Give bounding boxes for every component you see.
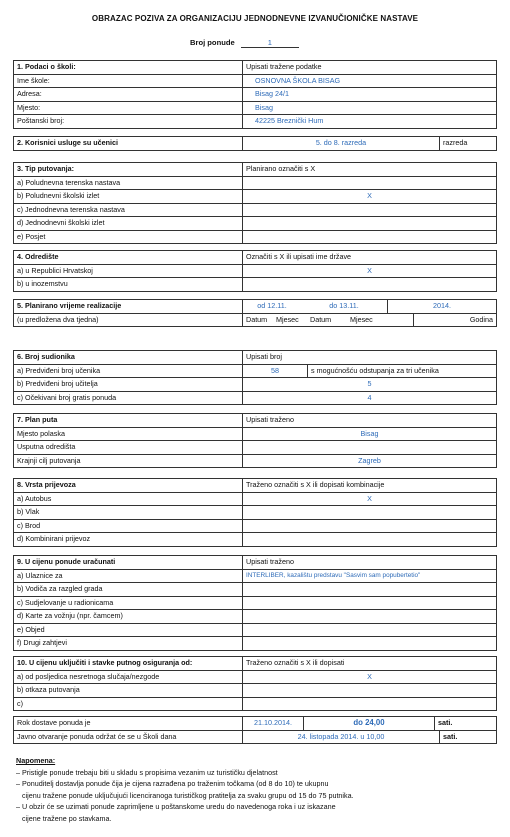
form-row (13, 440, 497, 454)
field-value[interactable] (242, 231, 497, 244)
section-header-row (13, 350, 497, 364)
field-value[interactable] (242, 698, 497, 711)
field-label: a) Ulaznice za (13, 570, 242, 583)
field-value[interactable] (242, 533, 497, 546)
form-row (13, 203, 497, 217)
section-header-row (13, 555, 497, 569)
field-value[interactable]: Zagreb (242, 455, 497, 468)
field-value[interactable] (242, 441, 497, 454)
form-row (13, 427, 497, 441)
field-value[interactable] (242, 217, 497, 230)
form-row (13, 730, 497, 745)
section-header-row (13, 656, 497, 670)
form-row (13, 716, 497, 730)
section-included-in-price (13, 555, 497, 651)
form-row (13, 569, 497, 583)
field-label: e) Posjet (13, 231, 242, 244)
field-label: Mjesto: (13, 102, 242, 115)
field-value[interactable] (242, 597, 497, 610)
field-label: Mjesto polaska (13, 428, 242, 441)
form-row (13, 114, 497, 129)
field-label: Krajnji cilj putovanja (13, 455, 242, 468)
section-participants (13, 350, 497, 405)
field-label: c) Brod (13, 520, 242, 533)
place-value[interactable]: Bisag (242, 102, 497, 115)
section-instruction: Upisati broj (242, 351, 497, 364)
section-instruction: Traženo označiti s X ili dopisati kombinacije (242, 479, 497, 492)
field-value[interactable]: X (242, 190, 497, 203)
note-line: – Pristigle ponude trebaju biti u skladu s propisima vezanim uz turističku djelatnost (16, 767, 278, 777)
section-instruction: Upisati tražene podatke (242, 61, 497, 74)
field-value[interactable] (242, 624, 497, 637)
form-row (13, 670, 497, 684)
field-label: b) Poludnevni školski izlet (13, 190, 242, 203)
deadline-label: Rok dostave ponuda je (13, 717, 242, 730)
field-label: Ime škole: (13, 75, 242, 88)
field-label: c) Očekivani broj gratis ponuda (13, 392, 242, 405)
field-label: a) Predviđeni broj učenika (13, 365, 242, 378)
form-row (13, 697, 497, 712)
form-row (13, 636, 497, 651)
col-label: Mjesec (350, 314, 373, 324)
field-label: Usputna odredišta (13, 441, 242, 454)
form-title: OBRAZAC POZIVA ZA ORGANIZACIJU JEDNODNEVNE IZVANUČIONIČKE NASTAVE (91, 14, 419, 23)
field-label: b) otkaza putovanja (13, 684, 242, 697)
form-row (13, 596, 497, 610)
field-value[interactable] (242, 637, 497, 650)
section-transport (13, 478, 497, 547)
form-row (13, 136, 497, 151)
field-label: a) u Republici Hrvatskoj (13, 265, 242, 278)
note-line: – U obzir će se uzimati ponude zaprimljene u poštanskome uredu do navedenoga roka i uz iskazane (16, 802, 336, 811)
field-label: d) Kombinirani prijevoz (13, 533, 242, 546)
section-header-row (13, 413, 497, 427)
section-title: 4. Odredište (13, 251, 242, 264)
field-value[interactable] (242, 583, 497, 596)
section-title: 2. Korisnici usluge su učenici (13, 137, 242, 150)
form-row (13, 454, 497, 469)
section-instruction: Označiti s X ili upisati ime države (242, 251, 497, 264)
section-instruction: Upisati traženo (242, 414, 497, 427)
form-row (13, 74, 497, 88)
to-date[interactable]: do 13.11. (329, 301, 359, 310)
field-label: c) Jednodnevna terenska nastava (13, 204, 242, 217)
form-row (13, 277, 497, 292)
address-value[interactable]: Bisag 24/1 (242, 88, 497, 101)
field-value[interactable] (242, 684, 497, 697)
section-route-plan (13, 413, 497, 468)
col-label: Mjesec (276, 314, 299, 324)
form-row (13, 377, 497, 391)
field-value[interactable]: Bisag (242, 428, 497, 441)
opening-value[interactable]: 24. listopada 2014. u 10,00 (242, 731, 439, 744)
form-row (13, 101, 497, 115)
field-value[interactable] (242, 278, 497, 291)
grades-unit: razreda (439, 137, 497, 150)
col-label: Datum (310, 314, 332, 324)
notes-block (16, 755, 354, 824)
section-instruction: Upisati traženo (242, 556, 497, 569)
section-trip-type (13, 162, 497, 244)
opening-unit: sati. (439, 731, 497, 744)
field-value[interactable] (242, 610, 497, 623)
note-line: – Ponuditelj dostavlja ponude čija je cijena razrađena po traženim točkama (od 8 do 10) te ukupnu (16, 779, 329, 788)
section-users (13, 136, 497, 151)
form-row (13, 609, 497, 623)
section-title: 6. Broj sudionika (13, 351, 242, 364)
field-value[interactable] (242, 520, 497, 533)
offer-number (190, 38, 299, 48)
col-label: Godina (413, 314, 497, 327)
section-header-row (13, 162, 497, 176)
field-label: f) Drugi zahtjevi (13, 637, 242, 650)
section-instruction: Traženo označiti s X ili dopisati (242, 657, 497, 670)
field-value[interactable]: 4 (242, 392, 497, 405)
deadline-time[interactable]: do 24,00 (303, 717, 434, 730)
field-label: c) Sudjelovanje u radionicama (13, 597, 242, 610)
section-title: 3. Tip putovanja: (13, 163, 242, 176)
section-header-row (13, 478, 497, 492)
field-value[interactable] (242, 204, 497, 217)
form-row (13, 492, 497, 506)
field-label: b) Vlak (13, 506, 242, 519)
section-destination (13, 250, 497, 292)
form-row (13, 189, 497, 203)
form-row (13, 391, 497, 406)
form-row (13, 623, 497, 637)
field-label: e) Objed (13, 624, 242, 637)
field-label: a) od posljedica nesretnoga slučaja/nezgode (13, 671, 242, 684)
postal-code-value[interactable]: 42225 Breznički Hum (242, 115, 497, 128)
field-label: b) Predviđeni broj učitelja (13, 378, 242, 391)
field-label: d) Jednodnevni školski izlet (13, 217, 242, 230)
form-row (13, 582, 497, 596)
section-title: 10. U cijenu uključiti i stavke putnog osiguranja od: (13, 657, 242, 670)
deadline-unit: sati. (434, 717, 497, 730)
form-row (13, 176, 497, 190)
field-value[interactable]: X (242, 493, 497, 506)
school-name-value[interactable]: OSNOVNA ŠKOLA BISAG (242, 75, 497, 88)
form-row (13, 313, 497, 328)
form-row (13, 264, 497, 278)
section-title: 7. Plan puta (13, 414, 242, 427)
section-title: 8. Vrsta prijevoza (13, 479, 242, 492)
section-header-row (13, 60, 497, 74)
form-row (13, 87, 497, 101)
field-value[interactable]: X (242, 671, 497, 684)
opening-label: Javno otvaranje ponuda održat će se u Školi dana (13, 731, 242, 744)
form-row (13, 364, 497, 378)
section-title: 1. Podaci o školi: (13, 61, 242, 74)
field-label: b) Vodiča za razgled grada (13, 583, 242, 596)
field-label: c) (13, 698, 242, 711)
field-label: Poštanski broj: (13, 115, 242, 128)
field-label: Adresa: (13, 88, 242, 101)
from-date[interactable]: od 12.11. (242, 300, 301, 313)
form-row (13, 216, 497, 230)
offer-label: Broj ponude (190, 38, 235, 47)
section-subtitle: (u predložena dva tjedna) (13, 314, 242, 327)
section-school-data (13, 60, 497, 129)
section-title: 5. Planirano vrijeme realizacije (13, 300, 242, 313)
students-count[interactable]: 58 (242, 365, 307, 378)
note-line: cijene tražene po stavkama. (16, 813, 112, 823)
field-label: d) Karte za vožnju (npr. čamcem) (13, 610, 242, 623)
section-header-row (13, 250, 497, 264)
section-timing (13, 299, 497, 327)
form-row (13, 683, 497, 697)
form-row (13, 532, 497, 547)
field-label: b) u inozemstvu (13, 278, 242, 291)
field-value[interactable] (242, 506, 497, 519)
tickets-value[interactable]: INTERLIBER, kazalištu predstavu "Sasvim sam popubertetio" (242, 570, 497, 583)
year-value[interactable]: 2014. (387, 300, 497, 313)
section-instruction: Planirano označiti s X (242, 163, 497, 176)
section-deadline (13, 716, 497, 744)
note-line: cijenu tražene ponude uključujući licenciranoga turističkog pratitelja za svaku grupu od 15 do 75 putnika. (16, 790, 354, 800)
field-value[interactable]: 5 (242, 378, 497, 391)
offer-value[interactable]: 1 (241, 38, 299, 48)
notes-heading: Napomena: (16, 756, 56, 765)
field-label: a) Poludnevna terenska nastava (13, 177, 242, 190)
field-value[interactable]: X (242, 265, 497, 278)
section-insurance (13, 656, 497, 711)
grades-value[interactable]: 5. do 8. razreda (242, 137, 439, 150)
col-label: Datum (242, 314, 273, 327)
field-value[interactable] (242, 177, 497, 190)
deadline-date[interactable]: 21.10.2014. (242, 717, 303, 730)
form-row (13, 299, 497, 313)
form-row (13, 505, 497, 519)
form-row (13, 230, 497, 245)
field-label: a) Autobus (13, 493, 242, 506)
form-row (13, 519, 497, 533)
section-title: 9. U cijenu ponude uračunati (13, 556, 242, 569)
students-note: s mogućnošću odstupanja za tri učenika (307, 365, 497, 378)
